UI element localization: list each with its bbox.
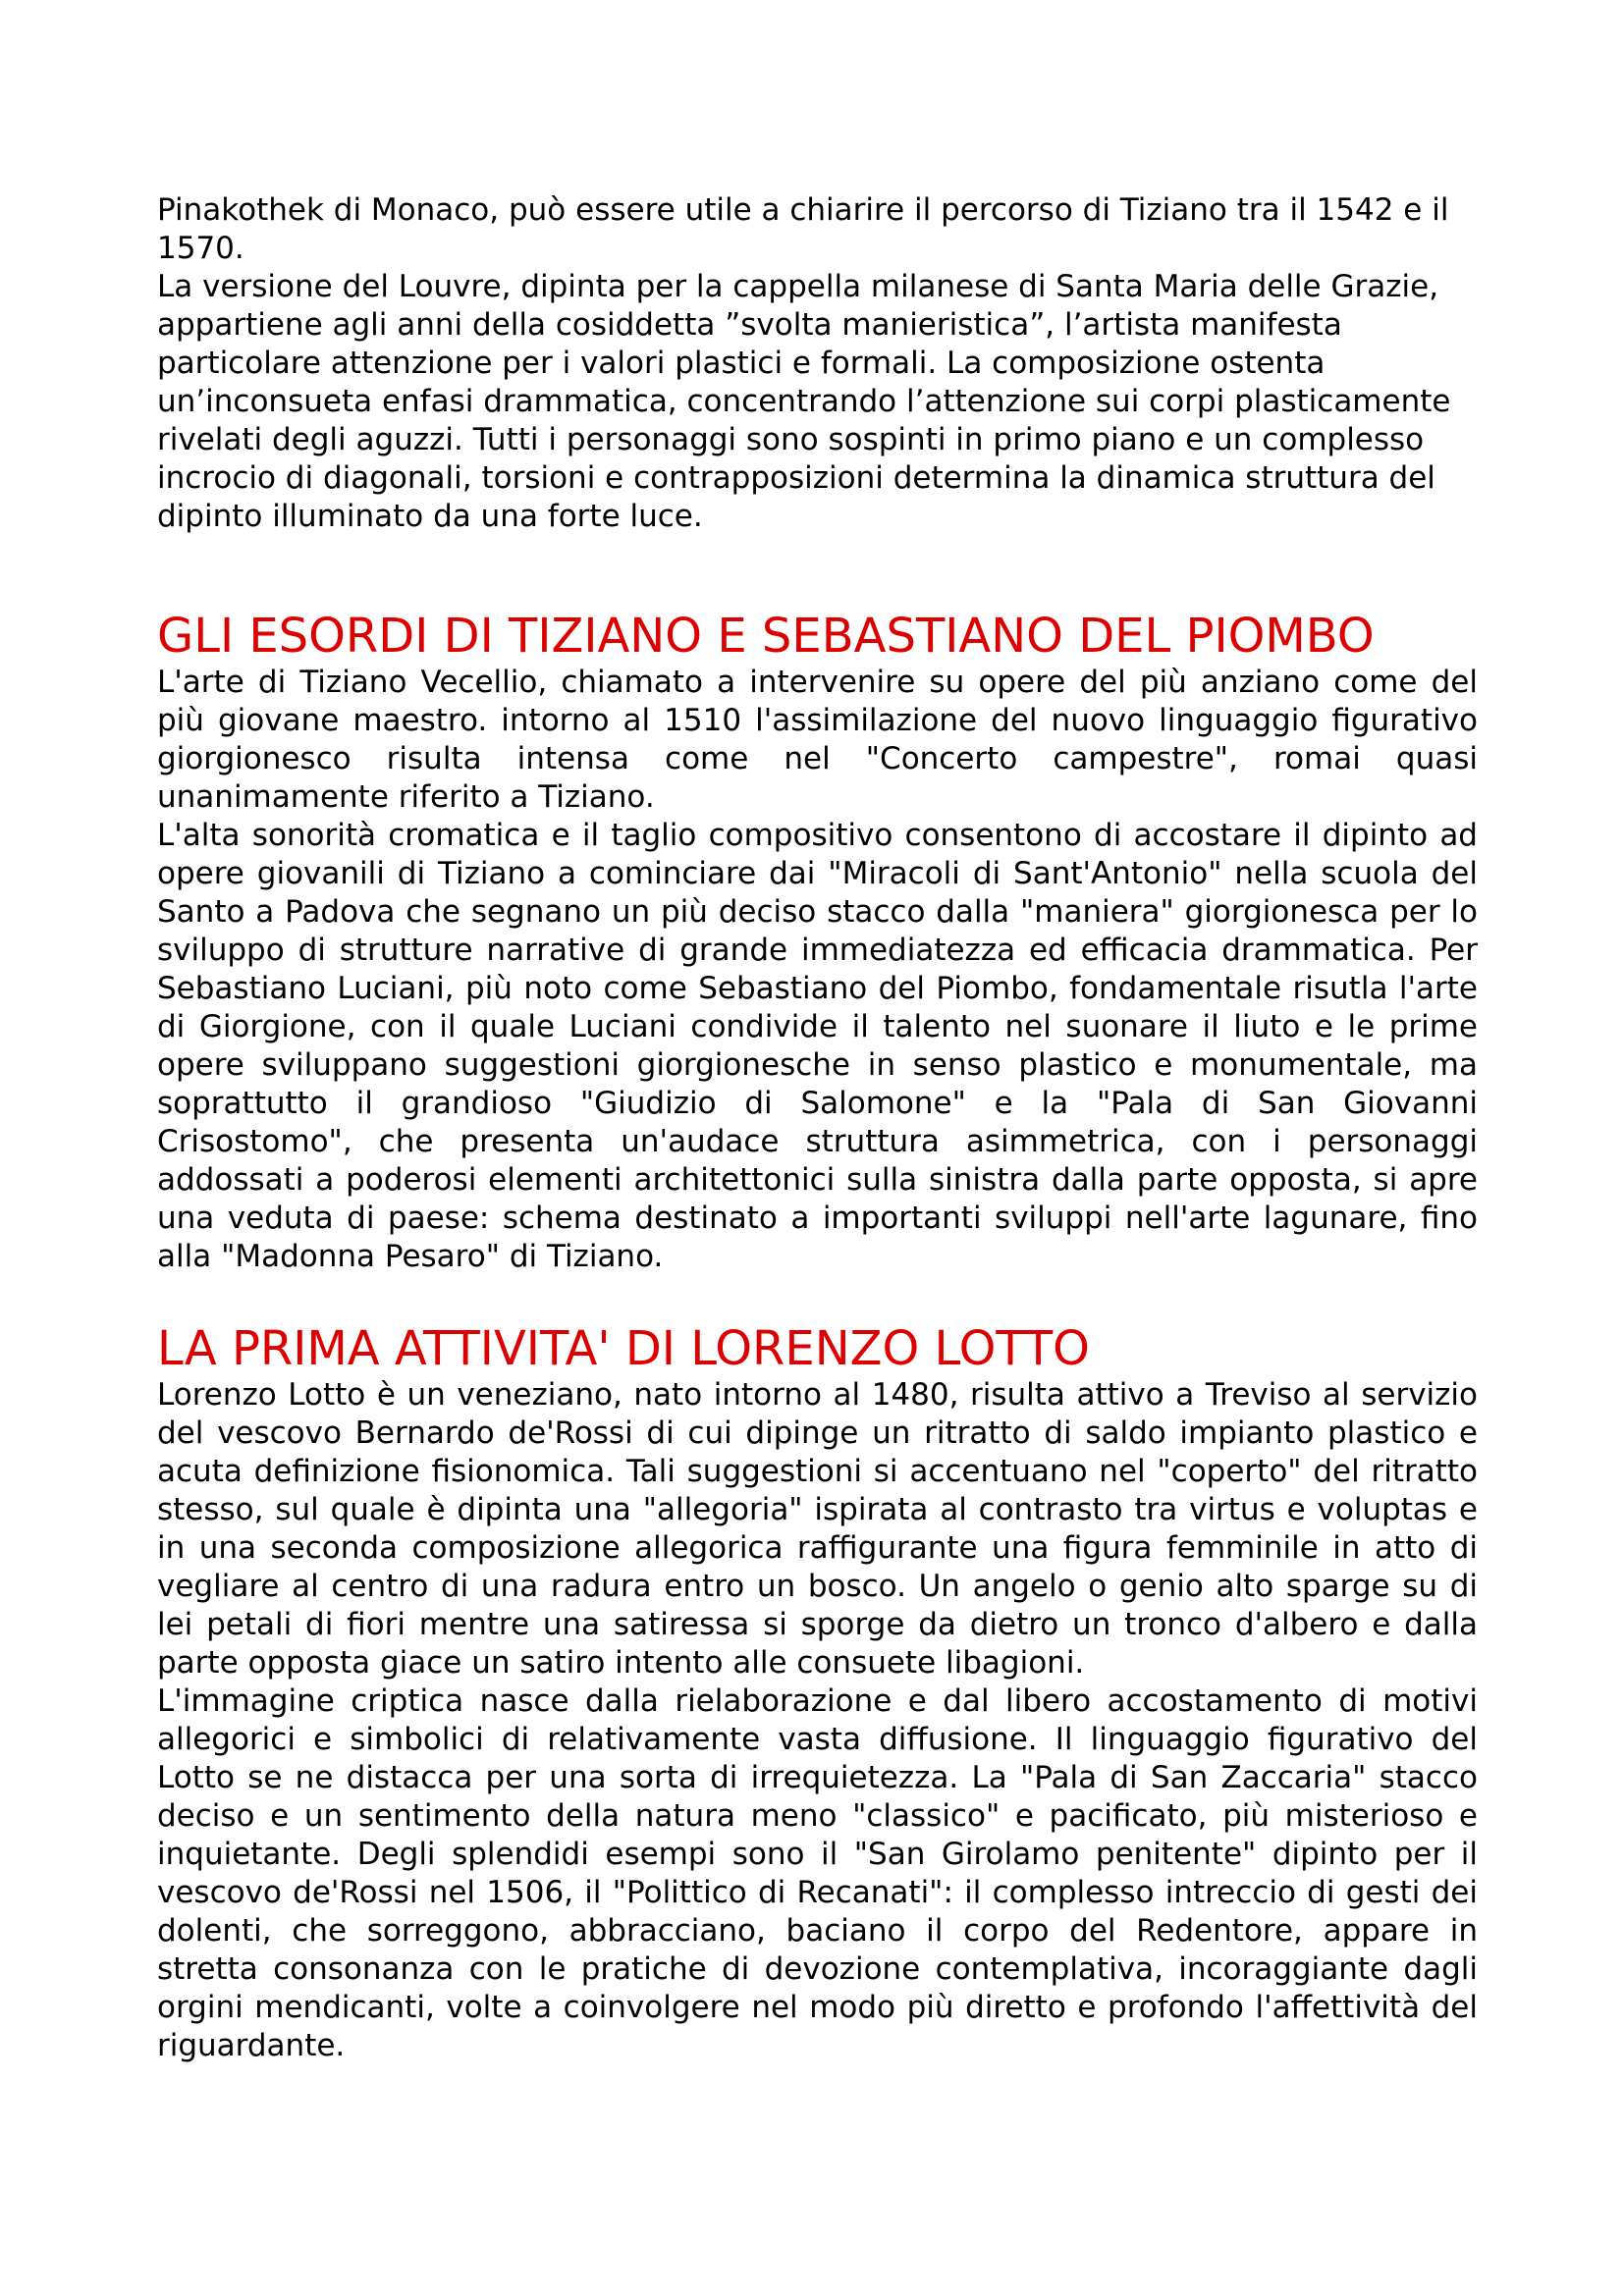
intro-paragraph-2: La versione del Louvre, dipinta per la cappella milanese di Santa Maria delle Grazie, appartiene agli anni della cosiddetta ”svolta manieristica”, l’artista manifesta particolare attenzione per i valori plastici e formali. La composizione ostenta un’inconsueta enfasi drammatica, concentrando l’attenzione sui corpi plasticamente rivelati degli aguzzi. Tutti i personaggi sono sospinti in primo piano e un complesso incrocio di diagonali, torsioni e contrapposizioni determina la dinamica struttura del dipinto illuminato da una forte luce.: [157, 269, 1451, 534]
intro-paragraph-1: Pinakothek di Monaco, può essere utile a chiarire il percorso di Tiziano tra il 1542 e il 1570.: [157, 192, 1449, 266]
document-page: [157, 191, 1478, 2065]
section-heading-tiziano-sebastiano: GLI ESORDI DI TIZIANO E SEBASTIANO DEL PIOMBO: [157, 609, 1375, 664]
section-2-paragraph-2: L'immagine criptica nasce dalla rielaborazione e dal libero accostamento di motivi allegorici e simbolici di relativamente vasta diffusione. Il linguaggio figurativo del Lotto se ne distacca per una sorta di irrequietezza. La "Pala di San Zaccaria" stacco deciso e un sentimento della natura meno "classico" e pacificato, più misterioso e inquietante. Degli splendidi esempi sono il "San Girolamo penitente" dipinto per il vescovo de'Rossi nel 1506, il "Polittico di Recanati": il complesso intreccio di gesti dei dolenti, che sorreggono, abbracciano, baciano il corpo del Redentore, appare in stretta consonanza con le pratiche di devozione contemplativa, incoraggiante dagli orgini mendicanti, volte a coinvolgere nel modo più diretto e profondo l'affettività del riguardante.: [157, 1683, 1478, 2063]
section-1-paragraph-2: L'alta sonorità cromatica e il taglio compositivo consentono di accostare il dipinto ad opere giovanili di Tiziano a cominciare dai "Miracoli di Sant'Antonio" nella scuola del Santo a Padova che segnano un più deciso stacco dalla "maniera" giorgionesca per lo sviluppo di strutture narrative di grande immediatezza ed efficacia drammatica. Per Sebastiano Luciani, più noto come Sebastiano del Piombo, fondamentale risutla l'arte di Giorgione, con il quale Luciani condivide il talento nel suonare il liuto e le prime opere sviluppano suggestioni giorgionesche in senso plastico e monumentale, ma soprattutto il grandioso "Giudizio di Salomone" e la "Pala di San Giovanni Crisostomo", che presenta un'audace struttura asimmetrica, con i personaggi addossati a poderosi elementi architettonici sulla sinistra dalla parte opposta, si apre una veduta di paese: schema destinato a importanti sviluppi nell'arte lagunare, fino alla "Madonna Pesaro" di Tiziano.: [157, 818, 1478, 1274]
section-heading-lorenzo-lotto: LA PRIMA ATTIVITA' DI LORENZO LOTTO: [157, 1321, 1090, 1376]
section-2-paragraph-1: Lorenzo Lotto è un veneziano, nato intorno al 1480, risulta attivo a Treviso al servizio del vescovo Bernardo de'Rossi di cui dipinge un ritratto di saldo impianto plastico e acuta definizione fisionomica. Tali suggestioni si accentuano nel "coperto" del ritratto stesso, sul quale è dipinta una "allegoria" ispirata al contrasto tra virtus e voluptas e in una seconda composizione allegorica raffigurante una figura femminile in atto di vegliare al centro di una radura entro un bosco. Un angelo o genio alto sparge su di lei petali di fiori mentre una satiressa si sporge da dietro un tronco d'albero e dalla parte opposta giace un satiro intento alle consuete libagioni.: [157, 1377, 1478, 1681]
section-1-paragraph-1: L'arte di Tiziano Vecellio, chiamato a intervenire su opere del più anziano come del più giovane maestro. intorno al 1510 l'assimilazione del nuovo linguaggio figurativo giorgionesco risulta intensa come nel "Concerto campestre", romai quasi unanimamente riferito a Tiziano.: [157, 665, 1478, 815]
